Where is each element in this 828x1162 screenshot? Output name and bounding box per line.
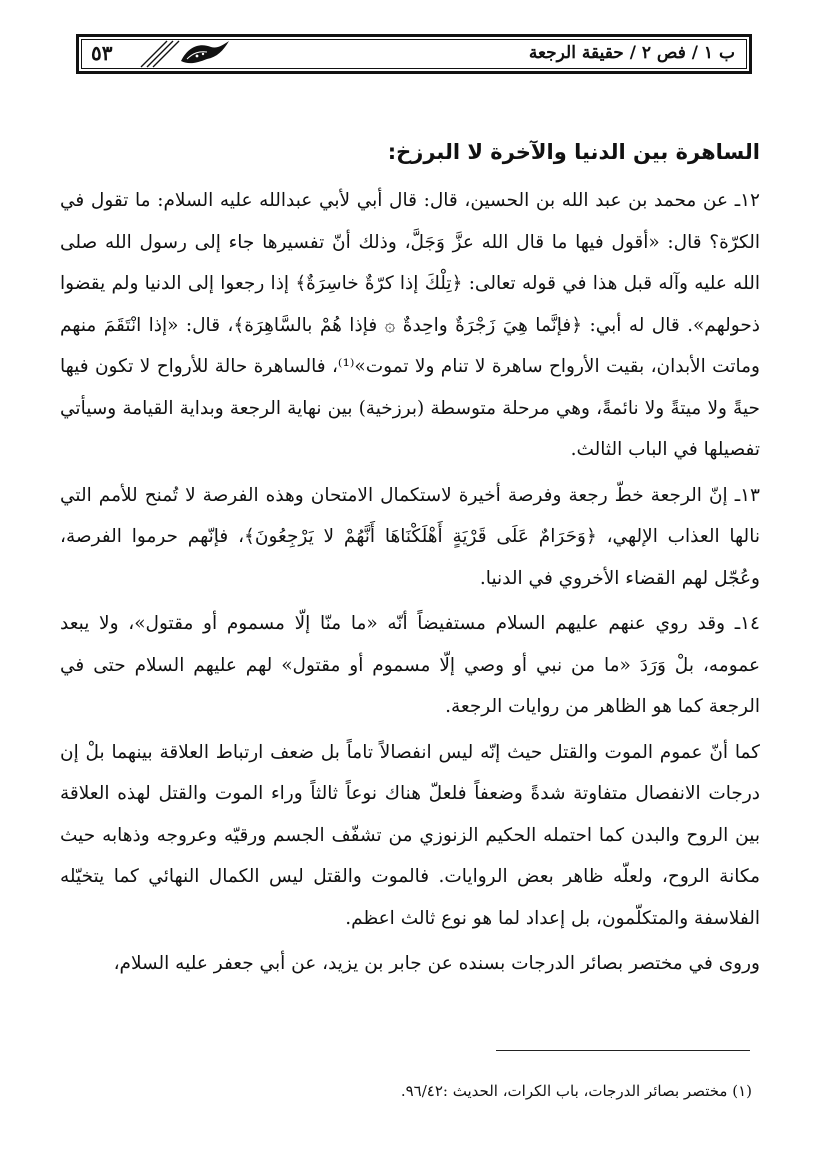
page-header xyxy=(76,34,752,74)
paragraph-13: ١٣ـ إنّ الرجعة خطّ رجعة وفرصة أخيرة لاستكمال الامتحان وهذه الفرصة لا تُمنح للأمم التي نالها العذاب الإلهي، ﴿وَحَرَامٌ عَلَى قَرْيَةٍ أَهْلَكْنَاهَا أَنَّهُمْ لا يَرْجِعُونَ﴾، فإنّهم حرموا الفرصة، وعُجّل لهم القضاء الأخروي في الدنيا. xyxy=(60,484,760,589)
footnote: (١) مختصر بصائر الدرجات، باب الكرات، الحديث :٩٦/٤٢. xyxy=(400,1082,752,1100)
page-number: ٥٣ xyxy=(91,41,113,65)
footnote-divider xyxy=(496,1050,750,1051)
running-title: ب ١ / فص ٢ / حقيقة الرجعة xyxy=(528,43,735,63)
header-ornament-icon xyxy=(137,37,233,71)
main-text xyxy=(60,132,760,989)
paragraph-14: ١٤ـ وقد روي عنهم عليهم السلام مستفيضاً أنّه «ما منّا إلّا مسموم أو مقتول»، ولا يبعد عمومه، بلْ وَرَدَ «ما من نبي أو وصي إلّا مسموم أو مقتول» لهم عليهم السلام حتى في الرجعة كما هو الظاهر من روايات الرجعة. xyxy=(60,613,760,717)
paragraph-12: ١٢ـ عن محمد بن عبد الله بن الحسين، قال: قال أبي لأبي عبدالله عليه السلام: ما تقول في الكرّة؟ قال: «أقول فيها ما قال الله عزَّ وَجَلَّ، وذلك أنّ تفسيرها جاء إلى رسول الله صلى الله عليه وآله قبل هذا في قوله تعالى: ﴿تِلْكَ إذا كرّةٌ خاسِرَةٌ﴾ إذا رجعوا إلى الدنيا ولم يقضوا ذحولهم». قال له أبي: ﴿فإنَّما هِيَ زَجْرَةٌ واحِدةٌ ۞ فإذا هُمْ بالسَّاهِرَة﴾، قال: «إذا انْتَقَمَ منهم وماتت الأبدان، بقيت الأرواح ساهرة لا تنام ولا تموت»⁽¹⁾، فالساهرة حالة للأرواح لا تكون فيها حيةً ولا ميتةً ولا نائمةً، وهي مرحلة متوسطة (برزخية) بين نهاية الرجعة وبداية القيامة وسيأتي تفصيلها في الباب الثالث. xyxy=(60,190,760,460)
paragraph-narration: وروى في مختصر بصائر الدرجات بسنده عن جابر بن يزيد، عن أبي جعفر عليه السلام، xyxy=(113,953,760,974)
section-heading: الساهرة بين الدنيا والآخرة لا البرزخ: xyxy=(387,140,760,164)
paragraph-death-and-killing: كما أنّ عموم الموت والقتل حيث إنّه ليس انفصالاً تاماً بل ضعف ارتباط العلاقة بينهما بلْ إن درجات الانفصال متفاوتة شدةً وضعفاً فلعلّ هناك نوعاً ثالثاً وراء الموت والقتل لهذه العلاقة بين الروح والبدن كما احتمله الحكيم الزنوزي من تشفّف الجسم ورقيّه وعروجه وذهابه حيث مكانة الروح، ولعلّه ظاهر بعض الروايات. فالموت والقتل ليس الكمال النهائي كما يتخيّله الفلاسفة والمتكلّمون، بل إعداد لما هو نوع ثالث اعظم. xyxy=(60,741,760,929)
